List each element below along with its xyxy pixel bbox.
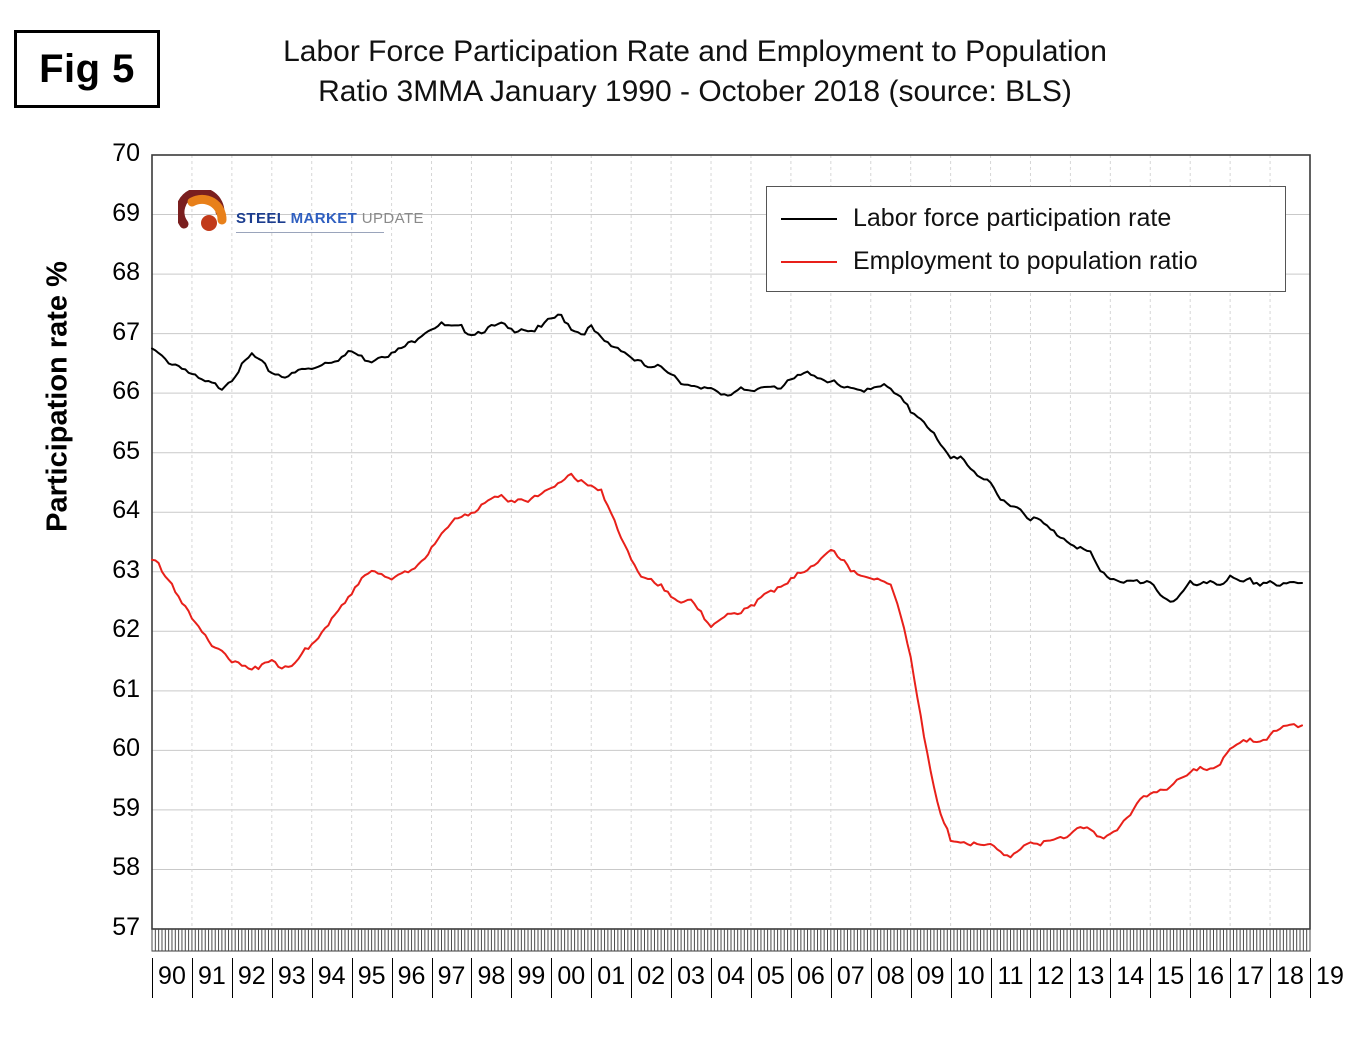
y-tick-label: 60 (112, 734, 140, 763)
x-tick-label: 14 (1116, 962, 1145, 990)
steel-market-update-logo (178, 190, 424, 248)
x-tick-label: 94 (317, 962, 346, 990)
x-tick-separator (471, 958, 472, 998)
x-tick-label: 19 (1316, 962, 1344, 990)
x-tick-label: 04 (717, 962, 745, 990)
x-tick-separator (312, 958, 313, 998)
x-tick-separator (352, 958, 353, 998)
x-tick-label: 03 (677, 962, 705, 990)
x-tick-label: 08 (876, 962, 905, 990)
logo-underline (236, 232, 384, 233)
x-tick-separator (551, 958, 552, 998)
x-tick-separator (911, 958, 912, 998)
x-tick-label: 16 (1196, 962, 1225, 990)
x-tick-label: 00 (557, 962, 586, 990)
legend-swatch-employment (781, 261, 837, 263)
x-tick-separator (1230, 958, 1231, 998)
x-tick-separator (591, 958, 592, 998)
x-tick-label: 07 (836, 962, 865, 990)
legend-label-participation: Labor force participation rate (853, 204, 1172, 232)
x-tick-separator (432, 958, 433, 998)
x-tick-label: 97 (437, 962, 466, 990)
x-tick-label: 09 (916, 962, 945, 990)
x-tick-separator (272, 958, 273, 998)
y-tick-label: 58 (112, 853, 140, 882)
x-tick-label: 02 (637, 962, 666, 990)
logo-word-market: MARKET (286, 210, 358, 227)
x-tick-label: 93 (277, 962, 306, 990)
x-tick-separator (1030, 958, 1031, 998)
x-tick-separator (192, 958, 193, 998)
x-tick-separator (831, 958, 832, 998)
y-tick-label: 65 (112, 436, 140, 465)
x-tick-label: 95 (357, 962, 386, 990)
legend-item-participation (781, 197, 1271, 240)
y-tick-label: 63 (112, 555, 140, 584)
y-tick-label: 70 (112, 139, 140, 167)
x-tick-label: 91 (197, 962, 226, 990)
legend-item-employment (781, 240, 1271, 283)
x-tick-label: 18 (1276, 962, 1304, 990)
x-tick-label: 13 (1076, 962, 1105, 990)
x-tick-label: 15 (1156, 962, 1185, 990)
x-tick-separator (751, 958, 752, 998)
x-tick-separator (511, 958, 512, 998)
x-tick-separator (991, 958, 992, 998)
x-tick-label: 05 (757, 962, 785, 990)
x-tick-label: 98 (477, 962, 506, 990)
x-tick-label: 96 (397, 962, 426, 990)
y-tick-label: 68 (112, 258, 140, 287)
x-tick-label: 17 (1236, 962, 1264, 990)
logo-word-update: UPDATE (357, 210, 424, 227)
chart-legend (766, 186, 1286, 292)
logo-wordmark (236, 210, 424, 227)
chart-title-line1: Labor Force Participation Rate and Employment to Population (283, 35, 1107, 68)
x-tick-separator (671, 958, 672, 998)
y-tick-label: 62 (112, 615, 140, 644)
x-tick-label: 90 (158, 962, 186, 990)
chart-title-line2: Ratio 3MMA January 1990 - October 2018 (source: BLS) (318, 74, 1072, 108)
x-tick-label: 99 (517, 962, 546, 990)
figure-badge-label: Fig 5 (39, 46, 135, 91)
y-tick-label: 59 (112, 793, 140, 822)
x-tick-separator (1150, 958, 1151, 998)
x-tick-label: 01 (597, 962, 626, 990)
x-tick-label: 06 (796, 962, 825, 990)
x-tick-separator (791, 958, 792, 998)
y-tick-label: 66 (112, 377, 140, 406)
x-tick-label: 92 (237, 962, 266, 990)
x-tick-separator (1190, 958, 1191, 998)
x-tick-separator (1070, 958, 1071, 998)
x-tick-label: 11 (997, 962, 1024, 990)
logo-word-steel: STEEL (236, 210, 287, 227)
x-tick-separator (1270, 958, 1271, 998)
x-tick-separator (951, 958, 952, 998)
x-tick-separator (871, 958, 872, 998)
y-tick-label: 57 (112, 913, 140, 941)
x-tick-separator (152, 958, 153, 998)
y-tick-label: 69 (112, 198, 140, 227)
y-tick-label: 61 (112, 674, 140, 703)
y-tick-label: 67 (112, 317, 140, 346)
y-axis-label: Participation rate % (41, 261, 74, 532)
x-tick-separator (1110, 958, 1111, 998)
x-tick-separator (392, 958, 393, 998)
legend-swatch-participation (781, 218, 837, 220)
x-tick-separator (711, 958, 712, 998)
x-tick-label: 10 (956, 962, 985, 990)
logo-mark-icon (178, 190, 232, 242)
x-tick-separator (1310, 958, 1311, 998)
x-tick-separator (232, 958, 233, 998)
y-tick-label: 64 (112, 496, 140, 525)
legend-label-employment: Employment to population ratio (853, 247, 1198, 275)
x-tick-separator (631, 958, 632, 998)
x-tick-label: 12 (1036, 962, 1065, 990)
